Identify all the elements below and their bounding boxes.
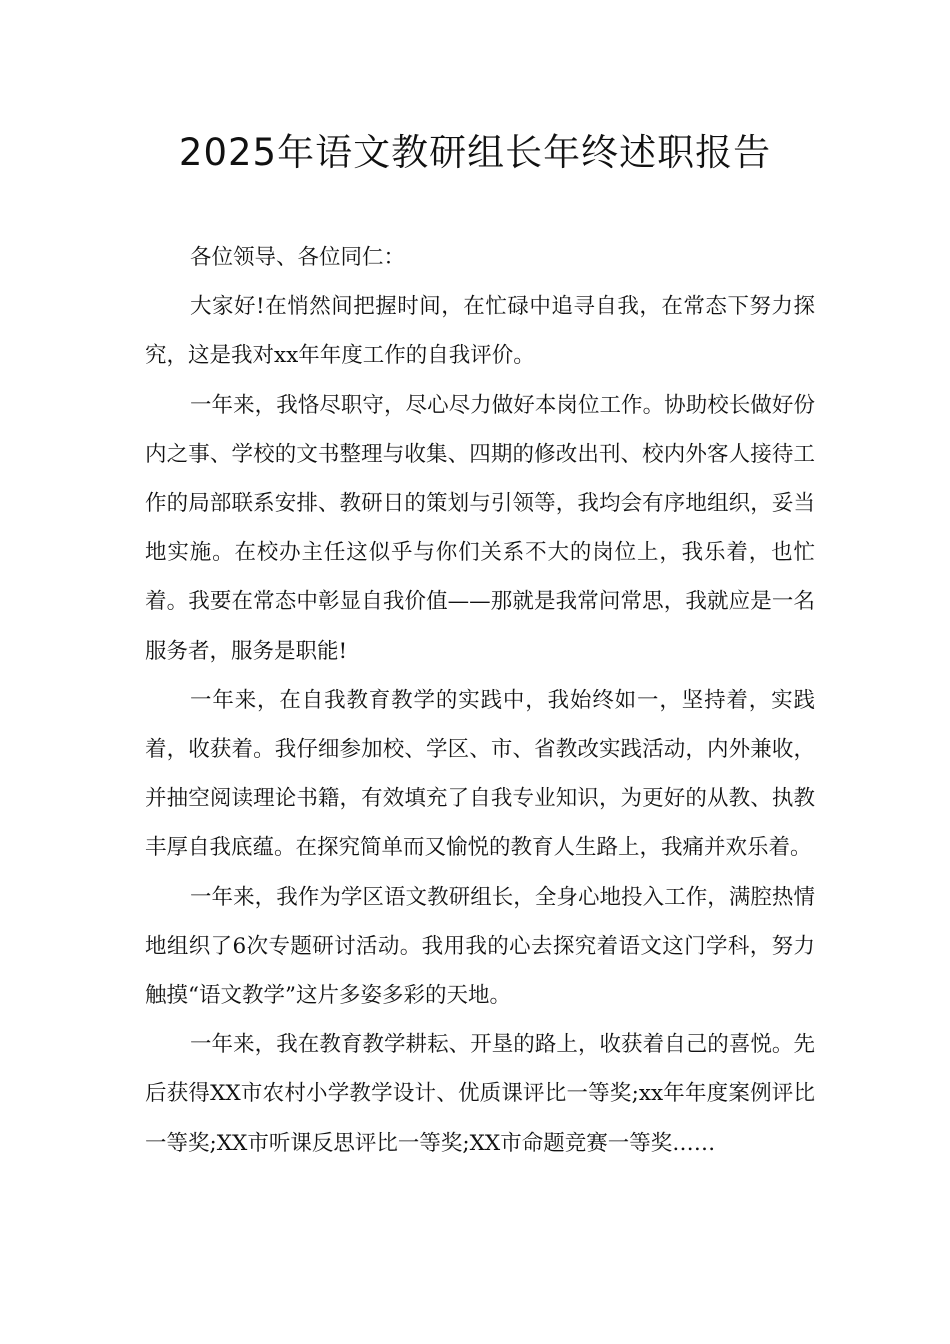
paragraph-awards: 一年来，我在教育教学耕耘、开垦的路上，收获着自己的喜悦。先后获得XX市农村小学教学设计、优质课评比一等奖;xx年年度案例评比一等奖;XX市听课反思评比一等奖;XX市命题竞赛一等奖…… bbox=[145, 1032, 815, 1156]
paragraph-salutation: 各位领导、各位同仁： bbox=[190, 245, 406, 270]
paragraph-research-leader: 一年来，我作为学区语文教研组长，全身心地投入工作，满腔热情地组织了6次专题研讨活动。我用我的心去探究着语文这门学科，努力触摸“语文教学”这片多姿多彩的天地。 bbox=[145, 884, 815, 1009]
paragraph-duties: 一年来，我恪尽职守，尽心尽力做好本岗位工作。协助校长做好份内之事、学校的文书整理与收集、四期的修改出刊、校内外客人接待工作的局部联系安排、教研日的策划与引领等，我均会有序地组织，妥当地实施。在校办主任这似乎与你们关系不大的岗位上，我乐着，也忙着。我要在常态中彰显自我价值——那就是我常问常思，我就应是一名服务者，服务是职能! bbox=[145, 392, 815, 664]
document-body bbox=[145, 233, 815, 1168]
document-title: 2025年语文教研组长年终述职报告 bbox=[178, 131, 772, 174]
paragraph-greeting: 大家好!在悄然间把握时间，在忙碌中追寻自我，在常态下努力探究，这是我对xx年年度工作的自我评价。 bbox=[145, 294, 815, 369]
paragraph-teaching-practice: 一年来，在自我教育教学的实践中，我始终如一，坚持着，实践着，收获着。我仔细参加校、学区、市、省教改实践活动，内外兼收，并抽空阅读理论书籍，有效填充了自我专业知识，为更好的从教、执教丰厚自我底蕴。在探究简单而又愉悦的教育人生路上，我痛并欢乐着。 bbox=[145, 687, 815, 861]
